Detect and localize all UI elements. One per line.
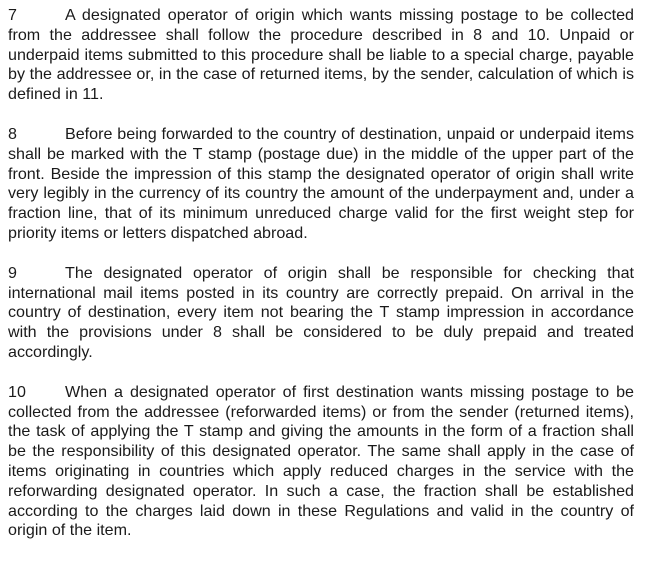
- paragraph-8: [8, 125, 634, 244]
- paragraph-text: Before being forwarded to the country of destination, unpaid or underpaid items shall be marked with the T stamp (postage due) in the middle of the upper part of the front. Beside the impression of this stamp the designated operator of origin shall write very legibly in the currency of its country the amount of the underpayment and, under a fraction line, that of its minimum unreduced charge valid for the first weight step for priority items or letters dispatched abroad.: [8, 124, 634, 242]
- paragraph-10: [8, 383, 634, 541]
- paragraph-number: 8: [8, 124, 17, 143]
- paragraph-text: When a designated operator of first destination wants missing postage to be collected from the addressee (reforwarded items) or from the sender (returned items), the task of applying the T stamp and giving the amounts in the form of a fraction shall be the responsibility of this designated operator. The same shall apply in the case of items originating in countries which apply reduced charges in the service with the reforwarding designated operator. In such a case, the fraction shall be established according to the charges laid down in these Regulations and valid in the country of origin of the item.: [8, 382, 634, 540]
- document-body: [8, 6, 634, 561]
- paragraph-number: 7: [8, 6, 17, 24]
- paragraph-7: [8, 6, 634, 105]
- paragraph-number: 9: [8, 263, 17, 282]
- paragraph-number: 10: [8, 382, 26, 401]
- paragraph-text: A designated operator of origin which wants missing postage to be collected from the addressee shall follow the procedure described in 8 and 10. Unpaid or underpaid items submitted to this procedure shall be liable to a special charge, payable by the addressee or, in the case of returned items, by the sender, calculation of which is defined in 11.: [8, 6, 634, 104]
- paragraph-text: The designated operator of origin shall be responsible for checking that international mail items posted in its country are correctly prepaid. On arrival in the country of destination, every item not bearing the T stamp impression in accordance with the provisions under 8 shall be considered to be duly prepaid and treated accordingly.: [8, 263, 634, 361]
- paragraph-9: [8, 264, 634, 363]
